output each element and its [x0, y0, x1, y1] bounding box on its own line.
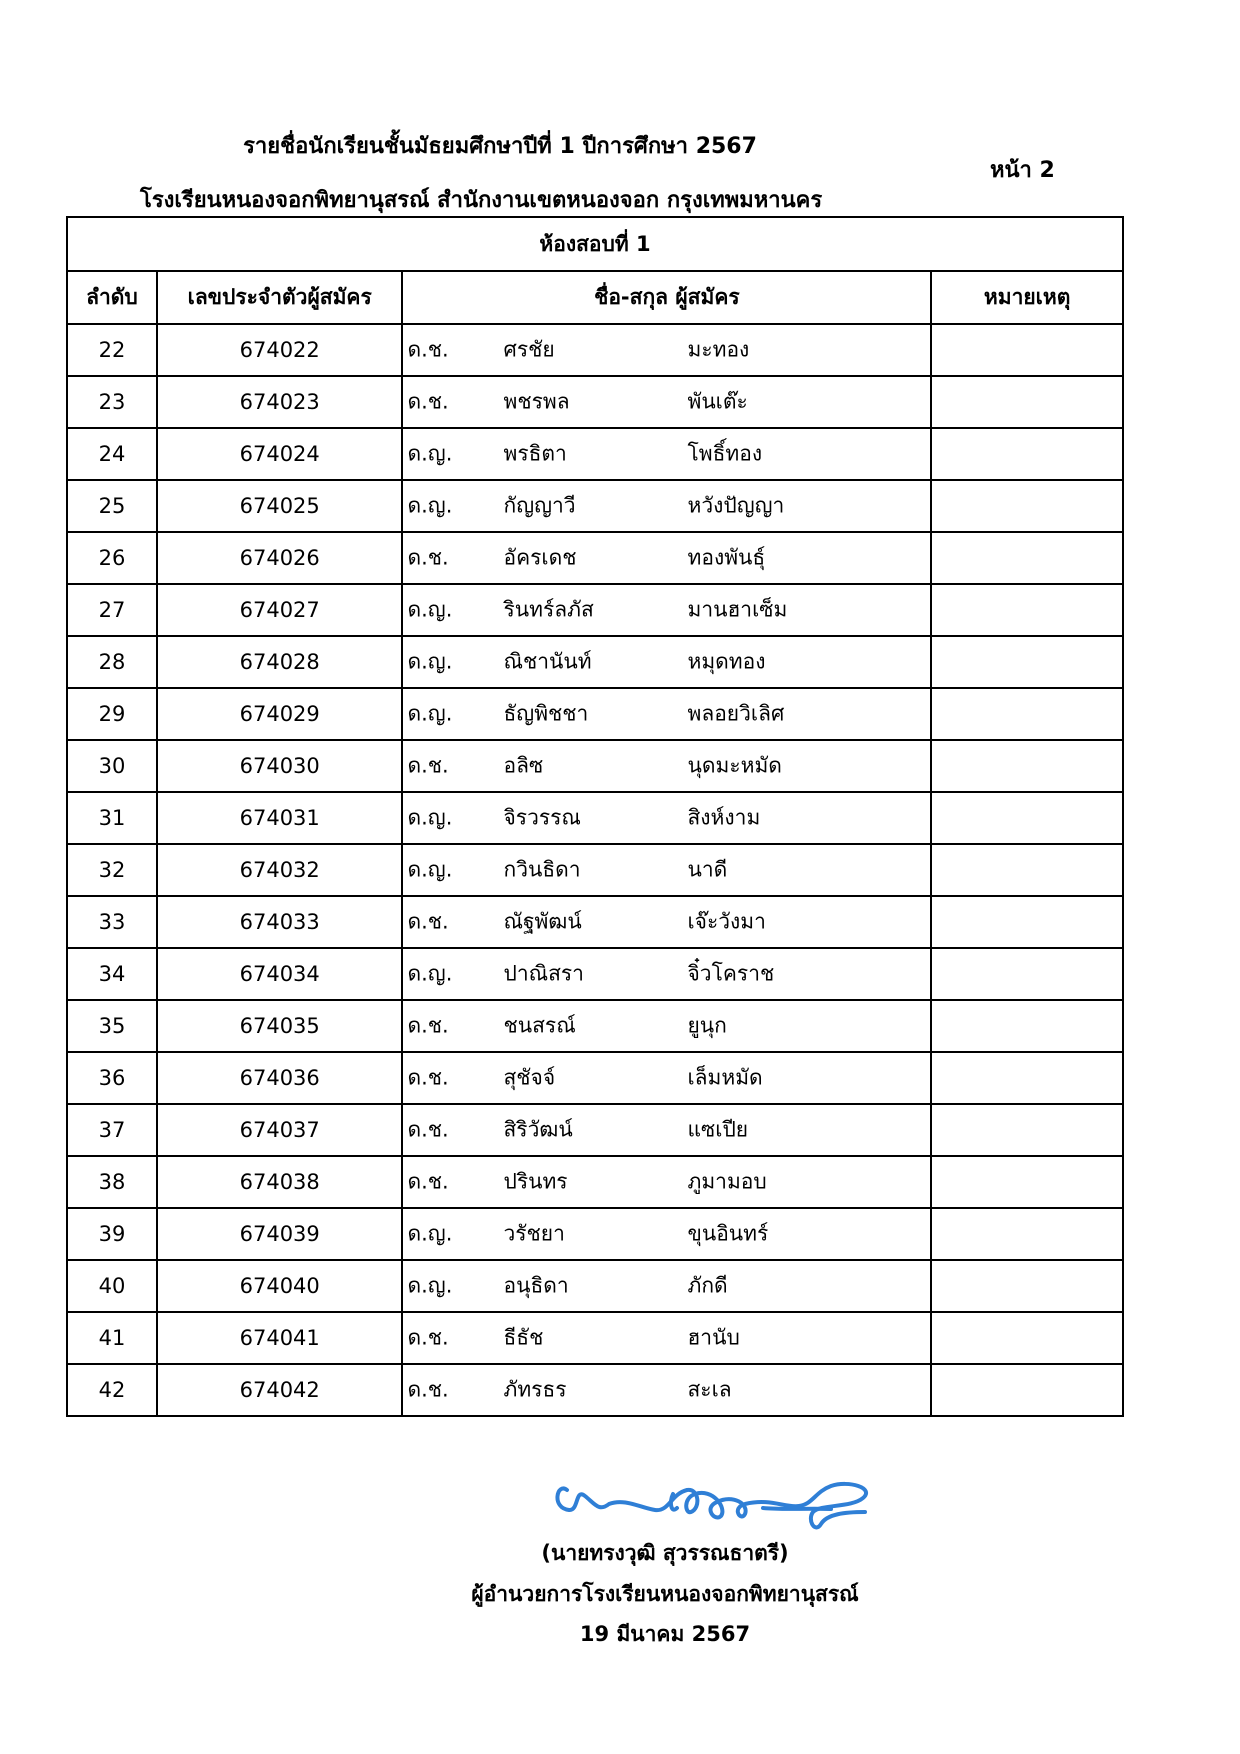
cell-name [402, 1104, 931, 1156]
cell-name [402, 688, 931, 740]
table-row [67, 532, 1123, 584]
name-prefix: ด.ญ. [407, 961, 453, 986]
name-prefix: ด.ช. [407, 1117, 449, 1142]
name-prefix: ด.ญ. [407, 649, 453, 674]
cell-seq: 25 [67, 480, 157, 532]
name-prefix: ด.ญ. [407, 805, 453, 830]
name-prefix: ด.ช. [407, 389, 449, 414]
cell-note [931, 428, 1123, 480]
cell-applicant-id: 674025 [157, 480, 403, 532]
cell-seq: 22 [67, 324, 157, 376]
last-name: ฮานับ [687, 1325, 740, 1350]
cell-seq: 37 [67, 1104, 157, 1156]
last-name: มานฮาเซ็ม [687, 597, 788, 622]
last-name: ทองพันธุ์ [687, 545, 766, 570]
cell-applicant-id: 674026 [157, 532, 403, 584]
first-name: ณิชานันท์ [503, 649, 592, 674]
first-name: ภัทรธร [503, 1377, 567, 1402]
first-name: อลิซ [503, 753, 544, 778]
cell-applicant-id: 674041 [157, 1312, 403, 1364]
name-prefix: ด.ช. [407, 909, 449, 934]
signature-image [545, 1468, 905, 1538]
cell-name [402, 376, 931, 428]
document-title: รายชื่อนักเรียนชั้นมัธยมศึกษาปีที่ 1 ปีการศึกษา 2567 [243, 134, 757, 159]
cell-name [402, 792, 931, 844]
name-prefix: ด.ญ. [407, 493, 453, 518]
table-row [67, 1104, 1123, 1156]
last-name: แซเปีย [687, 1117, 749, 1142]
cell-seq: 30 [67, 740, 157, 792]
first-name: ศรชัย [503, 337, 555, 362]
last-name: พันเต๊ะ [687, 389, 748, 414]
table-row [67, 324, 1123, 376]
cell-applicant-id: 674037 [157, 1104, 403, 1156]
last-name: ภักดี [687, 1273, 728, 1298]
cell-note [931, 896, 1123, 948]
cell-seq: 39 [67, 1208, 157, 1260]
cell-applicant-id: 674027 [157, 584, 403, 636]
cell-name [402, 1260, 931, 1312]
school-line: โรงเรียนหนองจอกพิทยานุสรณ์ สำนักงานเขตหนองจอก กรุงเทพมหานคร [140, 188, 823, 213]
table-row [67, 740, 1123, 792]
last-name: จิ๋วโคราช [687, 961, 775, 986]
cell-name [402, 1052, 931, 1104]
cell-note [931, 1000, 1123, 1052]
name-prefix: ด.ญ. [407, 597, 453, 622]
cell-applicant-id: 674038 [157, 1156, 403, 1208]
cell-seq: 42 [67, 1364, 157, 1416]
table-row [67, 792, 1123, 844]
cell-note [931, 1208, 1123, 1260]
cell-note [931, 636, 1123, 688]
cell-note [931, 740, 1123, 792]
first-name: พชรพล [503, 389, 570, 414]
signer-name: (นายทรงวุฒิ สุวรรณธาตรี) [541, 1541, 789, 1565]
cell-name [402, 1208, 931, 1260]
last-name: เจ๊ะวังมา [687, 909, 766, 934]
first-name: กวินธิดา [503, 857, 581, 882]
table-row [67, 636, 1123, 688]
cell-applicant-id: 674032 [157, 844, 403, 896]
first-name: สุชัจจ์ [503, 1065, 556, 1090]
cell-note [931, 376, 1123, 428]
name-prefix: ด.ญ. [407, 857, 453, 882]
cell-seq: 28 [67, 636, 157, 688]
cell-applicant-id: 674031 [157, 792, 403, 844]
cell-seq: 31 [67, 792, 157, 844]
table-row [67, 1000, 1123, 1052]
cell-note [931, 1260, 1123, 1312]
last-name: โพธิ์ทอง [687, 441, 763, 466]
cell-note [931, 1312, 1123, 1364]
cell-applicant-id: 674040 [157, 1260, 403, 1312]
cell-name [402, 428, 931, 480]
cell-name [402, 480, 931, 532]
cell-applicant-id: 674028 [157, 636, 403, 688]
cell-note [931, 480, 1123, 532]
table-row [67, 688, 1123, 740]
cell-applicant-id: 674036 [157, 1052, 403, 1104]
cell-name [402, 1364, 931, 1416]
cell-name [402, 948, 931, 1000]
column-header-note: หมายเหตุ [931, 271, 1123, 324]
cell-note [931, 792, 1123, 844]
cell-applicant-id: 674034 [157, 948, 403, 1000]
table-row [67, 1260, 1123, 1312]
name-prefix: ด.ญ. [407, 1221, 453, 1246]
last-name: หมุดทอง [687, 649, 766, 674]
table-row [67, 376, 1123, 428]
cell-seq: 36 [67, 1052, 157, 1104]
cell-note [931, 324, 1123, 376]
name-prefix: ด.ญ. [407, 701, 453, 726]
cell-note [931, 688, 1123, 740]
student-table [66, 216, 1124, 1417]
cell-seq: 34 [67, 948, 157, 1000]
cell-name [402, 844, 931, 896]
table-row [67, 480, 1123, 532]
last-name: นุดมะหมัด [687, 753, 782, 778]
cell-applicant-id: 674035 [157, 1000, 403, 1052]
name-prefix: ด.ช. [407, 337, 449, 362]
cell-applicant-id: 674039 [157, 1208, 403, 1260]
first-name: จิรวรรณ [503, 805, 581, 830]
cell-seq: 33 [67, 896, 157, 948]
cell-seq: 27 [67, 584, 157, 636]
name-prefix: ด.ช. [407, 753, 449, 778]
cell-name [402, 636, 931, 688]
first-name: ณัฐพัฒน์ [503, 909, 582, 934]
first-name: ปรินทร [503, 1169, 568, 1194]
first-name: ชนสรณ์ [503, 1013, 576, 1038]
cell-name [402, 1156, 931, 1208]
column-header-name: ชื่อ-สกุล ผู้สมัคร [402, 271, 931, 324]
table-body [67, 324, 1123, 1416]
cell-name [402, 1312, 931, 1364]
name-prefix: ด.ช. [407, 1065, 449, 1090]
cell-name [402, 532, 931, 584]
last-name: มะทอง [687, 337, 750, 362]
table-row [67, 428, 1123, 480]
cell-applicant-id: 674029 [157, 688, 403, 740]
table-row [67, 1364, 1123, 1416]
page-number: หน้า 2 [990, 158, 1055, 183]
cell-name [402, 896, 931, 948]
last-name: นาดี [687, 857, 728, 882]
signer-position: ผู้อำนวยการโรงเรียนหนองจอกพิทยานุสรณ์ [471, 1582, 859, 1606]
cell-applicant-id: 674024 [157, 428, 403, 480]
cell-name [402, 740, 931, 792]
name-prefix: ด.ช. [407, 1325, 449, 1350]
cell-note [931, 1156, 1123, 1208]
cell-seq: 32 [67, 844, 157, 896]
first-name: พรธิตา [503, 441, 567, 466]
first-name: อนุธิดา [503, 1273, 569, 1298]
cell-note [931, 1364, 1123, 1416]
first-name: กัญญาวี [503, 493, 576, 518]
last-name: หวังปัญญา [687, 493, 785, 518]
name-prefix: ด.ญ. [407, 441, 453, 466]
cell-note [931, 1104, 1123, 1156]
cell-applicant-id: 674022 [157, 324, 403, 376]
table-row [67, 896, 1123, 948]
name-prefix: ด.ญ. [407, 1273, 453, 1298]
table-row [67, 1208, 1123, 1260]
table-row [67, 844, 1123, 896]
table-row [67, 1052, 1123, 1104]
name-prefix: ด.ช. [407, 545, 449, 570]
last-name: เล็มหมัด [687, 1065, 763, 1090]
first-name: วรัชยา [503, 1221, 565, 1246]
last-name: ยูนุก [687, 1013, 727, 1038]
first-name: อัครเดช [503, 545, 577, 570]
cell-seq: 23 [67, 376, 157, 428]
cell-note [931, 584, 1123, 636]
first-name: สิริวัฒน์ [503, 1117, 573, 1142]
first-name: ธีธัช [503, 1325, 544, 1350]
column-header-id: เลขประจำตัวผู้สมัคร [157, 271, 403, 324]
signature-date: 19 มีนาคม 2567 [579, 1622, 751, 1646]
cell-note [931, 532, 1123, 584]
cell-note [931, 844, 1123, 896]
first-name: ธัญพิชชา [503, 701, 589, 726]
name-prefix: ด.ช. [407, 1013, 449, 1038]
table-row [67, 1312, 1123, 1364]
last-name: พลอยวิเลิศ [687, 701, 785, 726]
cell-seq: 40 [67, 1260, 157, 1312]
name-prefix: ด.ช. [407, 1169, 449, 1194]
last-name: สิงห์งาม [687, 805, 761, 830]
cell-note [931, 948, 1123, 1000]
cell-seq: 38 [67, 1156, 157, 1208]
cell-applicant-id: 674033 [157, 896, 403, 948]
table-row [67, 948, 1123, 1000]
last-name: สะเล [687, 1377, 732, 1402]
cell-seq: 26 [67, 532, 157, 584]
cell-applicant-id: 674030 [157, 740, 403, 792]
cell-seq: 35 [67, 1000, 157, 1052]
cell-seq: 24 [67, 428, 157, 480]
cell-applicant-id: 674042 [157, 1364, 403, 1416]
cell-name [402, 584, 931, 636]
cell-note [931, 1052, 1123, 1104]
last-name: ภูมามอบ [687, 1169, 767, 1194]
first-name: ปาณิสรา [503, 961, 584, 986]
cell-name [402, 324, 931, 376]
table-row [67, 1156, 1123, 1208]
table-row [67, 584, 1123, 636]
column-header-seq: ลำดับ [67, 271, 157, 324]
cell-name [402, 1000, 931, 1052]
name-prefix: ด.ช. [407, 1377, 449, 1402]
last-name: ขุนอินทร์ [687, 1221, 769, 1246]
cell-seq: 29 [67, 688, 157, 740]
exam-room-title: ห้องสอบที่ 1 [67, 217, 1123, 271]
cell-applicant-id: 674023 [157, 376, 403, 428]
first-name: รินทร์ลภัส [503, 597, 594, 622]
cell-seq: 41 [67, 1312, 157, 1364]
